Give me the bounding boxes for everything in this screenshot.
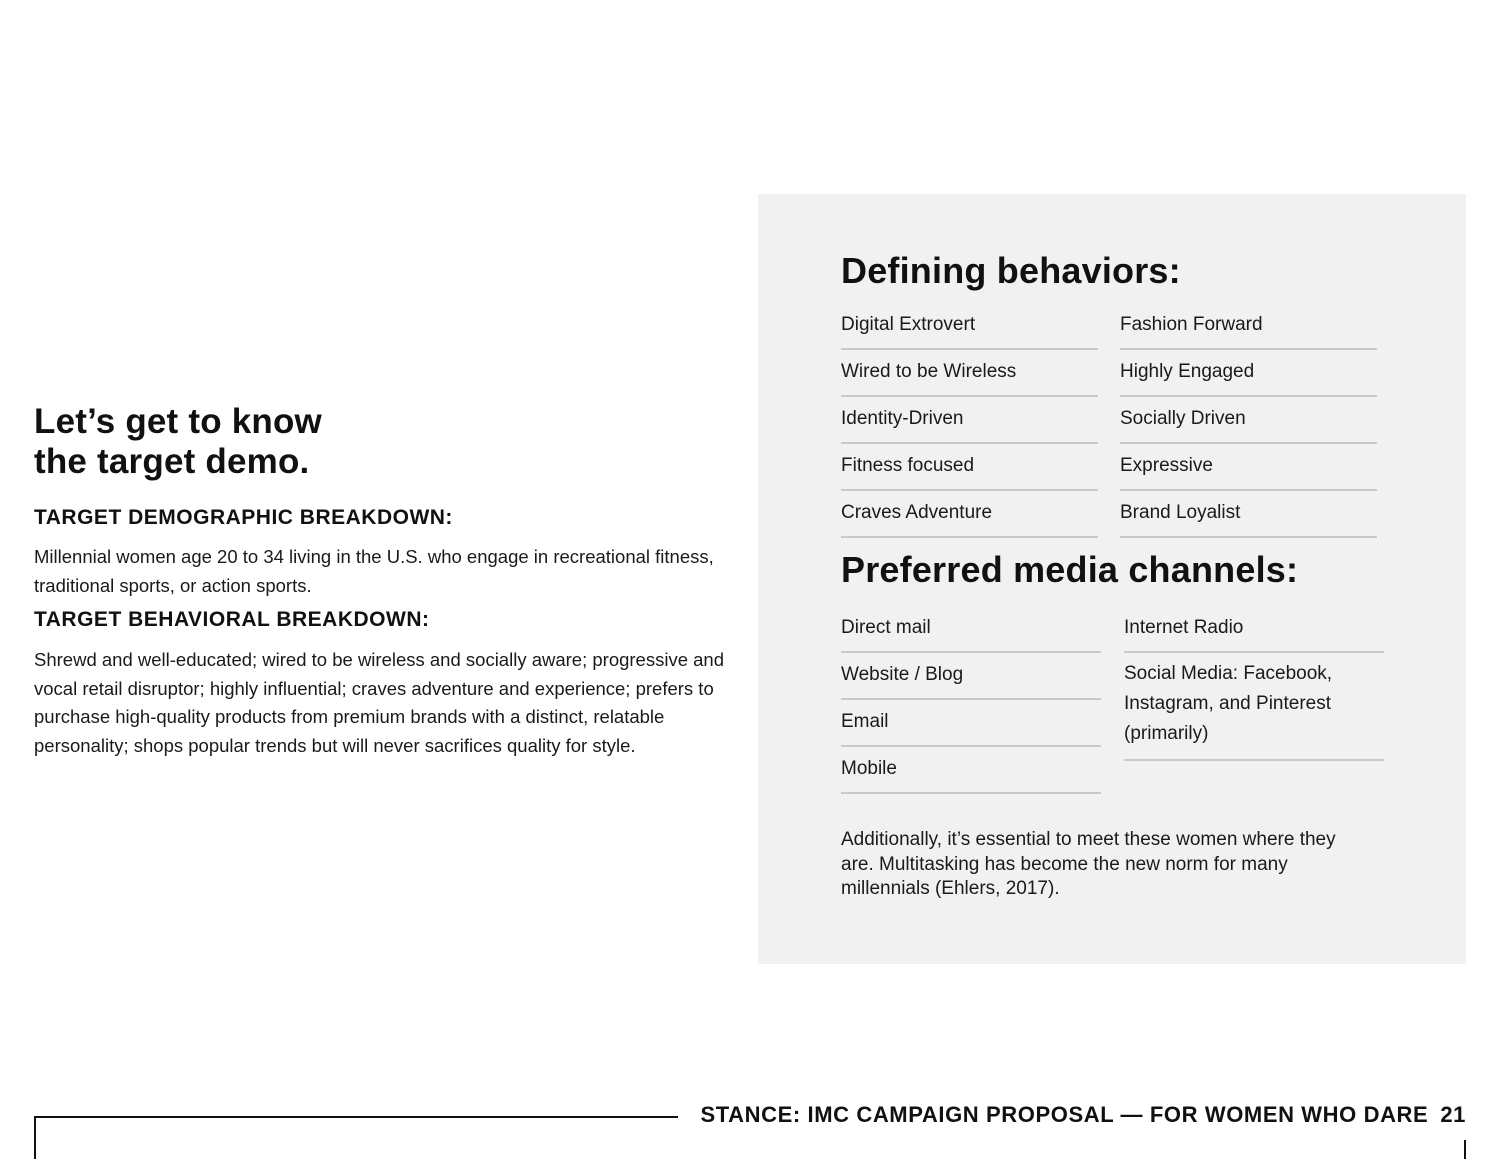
headline-line-2: the target demo. bbox=[34, 442, 310, 481]
list-item: Website / Blog bbox=[841, 653, 1101, 700]
demographic-text: Millennial women age 20 to 34 living in the U.S. who engage in recreational fitness, traditional sports, or action sports. bbox=[34, 546, 714, 596]
behavioral-heading: TARGET BEHAVIORAL BREAKDOWN: bbox=[34, 608, 430, 631]
list-item: Socially Driven bbox=[1120, 397, 1377, 444]
demographic-heading: TARGET DEMOGRAPHIC BREAKDOWN: bbox=[34, 506, 453, 529]
behavioral-text: Shrewd and well-educated; wired to be wireless and socially aware; progressive and vocal retail disruptor; highly influential; craves adventure and experience; prefers to purchase high-quality products from premium brands with a distinct, relatable personality; shops popular trends but will never sacrifices quality for style. bbox=[34, 649, 725, 756]
list-item: Identity-Driven bbox=[841, 397, 1098, 444]
list-item: Brand Loyalist bbox=[1120, 491, 1377, 538]
behaviors-panel bbox=[758, 194, 1466, 964]
list-item: Expressive bbox=[1120, 444, 1377, 491]
behaviors-title: Defining behaviors: bbox=[841, 250, 1181, 291]
footer bbox=[700, 1102, 1466, 1128]
footer-rule-left bbox=[34, 1116, 36, 1159]
media-title: Preferred media channels: bbox=[841, 549, 1299, 590]
list-item: Email bbox=[841, 700, 1101, 747]
media-list-right bbox=[1124, 617, 1384, 761]
list-item: Craves Adventure bbox=[841, 491, 1098, 538]
behaviors-list-left bbox=[841, 314, 1098, 538]
footer-title: STANCE: IMC CAMPAIGN PROPOSAL — FOR WOMEN WHO DARE bbox=[700, 1102, 1429, 1127]
list-item: Internet Radio bbox=[1124, 617, 1384, 653]
list-item: Social Media: Facebook, Instagram, and Pinterest (primarily) bbox=[1124, 653, 1384, 761]
page-headline bbox=[34, 402, 754, 482]
footer-rule-right bbox=[1464, 1140, 1466, 1159]
list-item: Fitness focused bbox=[841, 444, 1098, 491]
page-number: 21 bbox=[1440, 1102, 1466, 1127]
list-item: Mobile bbox=[841, 747, 1101, 794]
panel-note: Additionally, it’s essential to meet these women where they are. Multitasking has become the new norm for many millennials (Ehlers, 2017). bbox=[841, 829, 1336, 899]
media-list-left bbox=[841, 617, 1101, 794]
intro-section bbox=[34, 402, 754, 756]
list-item: Fashion Forward bbox=[1120, 314, 1377, 350]
list-item: Wired to be Wireless bbox=[841, 350, 1098, 397]
behaviors-list-right bbox=[1120, 314, 1377, 538]
footer-rule bbox=[34, 1116, 678, 1118]
list-item: Highly Engaged bbox=[1120, 350, 1377, 397]
list-item: Digital Extrovert bbox=[841, 314, 1098, 350]
headline-line-1: Let’s get to know bbox=[34, 402, 322, 441]
list-item: Direct mail bbox=[841, 617, 1101, 653]
